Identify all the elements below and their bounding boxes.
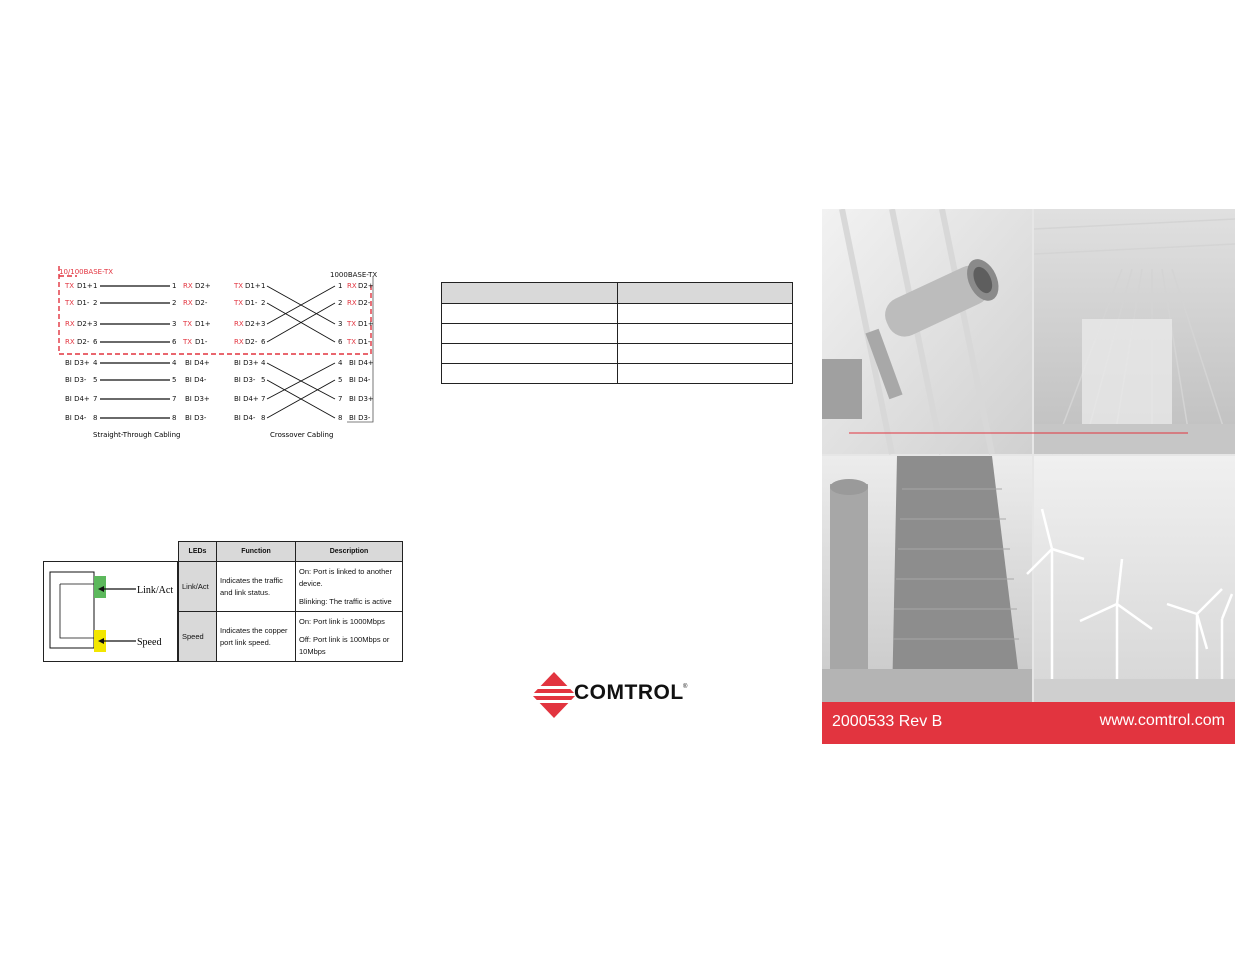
pin-label: RX [234,320,244,328]
pin-number: 7 [261,395,266,403]
comtrol-logo-mark [532,672,576,718]
pin-number: 1 [261,282,266,290]
comtrol-logo [532,672,702,718]
cabling-diagram [55,262,385,447]
table-row [442,304,793,324]
pin-label: D2+ [245,320,261,328]
table-row [179,562,403,612]
pin-label: BI D4- [349,376,371,384]
pin-number: 1 [93,282,98,290]
pin-number: 8 [172,414,177,422]
pin-number: 2 [261,299,266,307]
pin-label: BI D4+ [65,395,90,403]
pin-label: TX [65,299,75,307]
pin-label: BI D3+ [349,395,374,403]
pin-label: D2- [77,338,90,346]
trademark: ® [683,684,688,690]
left-cable-label: 10/100BASE-TX [59,268,114,276]
pin-number: 3 [172,320,177,328]
pin-label: TX [183,338,193,346]
pin-label: D1+ [358,320,374,328]
pin-label: TX [234,282,244,290]
pin-number: 3 [338,320,343,328]
pin-label: BI D4- [185,376,207,384]
pin-number: 2 [93,299,98,307]
pin-label: BI D3+ [185,395,210,403]
pin-label: TX [65,282,75,290]
gigabit-outline [59,266,371,354]
pin-label: TX [183,320,193,328]
pin-label: BI D3- [65,376,87,384]
pin-number: 6 [172,338,177,346]
pin-label: RX [183,282,193,290]
pin-number: 5 [93,376,98,384]
pin-number: 3 [93,320,98,328]
pin-label: BI D3+ [65,359,90,367]
pin-label: D1+ [77,282,93,290]
pin-label: TX [234,299,244,307]
pin-label: BI D4- [65,414,87,422]
table-row [179,612,403,662]
comtrol-wordmark: COMTROL [574,681,684,704]
table-row [442,344,793,364]
pin-label: D1- [358,338,371,346]
spec-table [441,282,793,384]
website-link[interactable]: www.comtrol.com [1099,712,1225,729]
pin-number: 2 [338,299,343,307]
header-leds: LEDs [179,542,217,562]
pin-label: D2- [195,299,208,307]
pin-label: D1- [245,299,258,307]
crossover-caption: Crossover Cabling [270,431,334,439]
pin-number: 5 [338,376,343,384]
pin-label: TX [347,338,357,346]
pin-number: 4 [261,359,266,367]
photo-collage [822,209,1235,702]
pin-number: 1 [338,282,343,290]
pin-label: TX [347,320,357,328]
pin-label: D2+ [195,282,211,290]
right-cable-label: 1000BASE-TX [330,271,378,279]
led-name: Link/Act [179,562,217,612]
pin-label: D2+ [77,320,93,328]
pin-label: BI D3- [349,414,371,422]
straight-through-cabling [64,282,211,422]
pin-label: BI D3- [234,376,256,384]
pin-number: 8 [338,414,343,422]
pin-number: 6 [93,338,98,346]
led-port-illustration [43,561,178,662]
pin-number: 7 [93,395,98,403]
led-table [178,541,403,662]
pin-number: 3 [261,320,266,328]
pin-label: BI D4+ [349,359,374,367]
pin-label: RX [65,338,75,346]
pin-label: D2+ [358,282,374,290]
pin-number: 4 [338,359,343,367]
pin-label: D2- [245,338,258,346]
pin-label: D2- [358,299,371,307]
city-photo [822,456,1032,702]
pin-label: RX [347,299,357,307]
pin-number: 7 [338,395,343,403]
pin-label: D1+ [245,282,261,290]
table-row [442,364,793,384]
pin-label: BI D3- [185,414,207,422]
led-function: Indicates the traffic and link status. [217,562,296,612]
pin-number: 2 [172,299,177,307]
led-description: On: Port link is 1000Mbps Off: Port link is 100Mbps or 10Mbps [296,612,403,662]
led-description: On: Port is linked to another device. Blinking: The traffic is active [296,562,403,612]
document-number: 2000533 Rev B [832,713,943,730]
straight-caption: Straight-Through Cabling [93,431,181,439]
pin-number: 6 [261,338,266,346]
table-header-row [442,283,793,304]
pin-number: 8 [93,414,98,422]
security-camera-photo [822,209,1032,454]
table-row [442,324,793,344]
pin-label: D1- [195,338,208,346]
header-function: Function [217,542,296,562]
pin-label: RX [234,338,244,346]
led-name: Speed [179,612,217,662]
pin-number: 7 [172,395,177,403]
pin-number: 5 [261,376,266,384]
pin-number: 5 [172,376,177,384]
crossover-cabling [233,282,374,422]
wind-turbines-photo [1027,456,1235,702]
pin-number: 4 [93,359,98,367]
pin-number: 4 [172,359,177,367]
led-table-header [179,542,403,562]
pin-label: BI D3+ [234,359,259,367]
pin-number: 8 [261,414,266,422]
pin-label: BI D4+ [234,395,259,403]
pin-number: 6 [338,338,343,346]
header-description: Description [296,542,403,562]
led-function: Indicates the copper port link speed. [217,612,296,662]
footer-bar [822,702,1235,744]
pin-label: BI D4- [234,414,256,422]
pin-label: RX [65,320,75,328]
pin-label: RX [183,299,193,307]
pin-label: RX [347,282,357,290]
speed-label: Speed [137,637,162,648]
factory-photo [1034,209,1235,454]
pin-label: BI D4+ [185,359,210,367]
pin-label: D1- [77,299,90,307]
link-act-led [94,576,106,598]
link-act-label: Link/Act [137,585,174,596]
pin-number: 1 [172,282,177,290]
pin-label: D1+ [195,320,211,328]
